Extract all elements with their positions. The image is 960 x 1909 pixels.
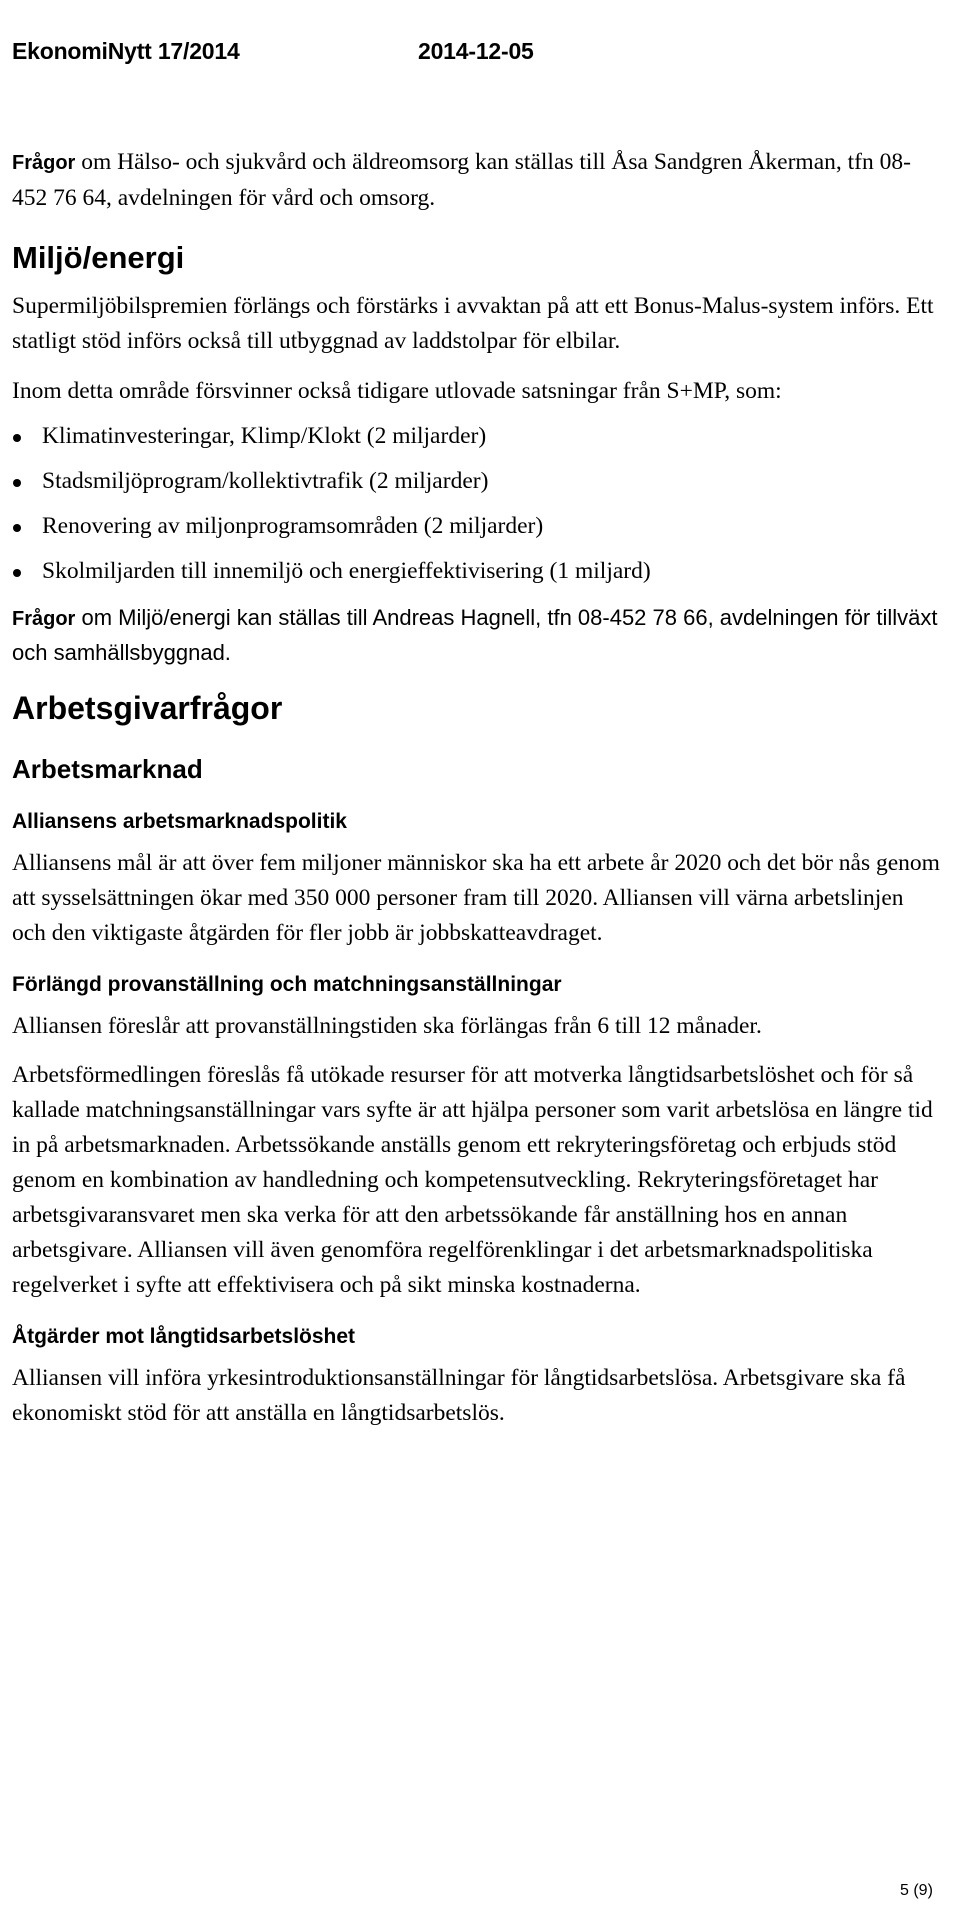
environment-paragraph-2: Inom detta område försvinner också tidigare utlovade satsningar från S+MP, som: — [12, 378, 782, 404]
health-contact-text: om Hälso- och sjukvård och äldreomsorg kan ställas till Åsa Sandgren Åkerman, tfn 08-452 76 64, avdelningen för vård och omsorg. — [12, 149, 911, 211]
employer-heading: Arbetsgivarfrågor — [12, 690, 283, 726]
list-item — [12, 509, 942, 544]
long-term-unemployment-paragraph: Alliansen vill införa yrkesintroduktionsanställningar för långtidsarbetslösa. Arbetsgivare ska få ekonomiskt stöd för att anställa en långtidsarbetslös. — [12, 1365, 906, 1426]
list-item — [12, 419, 942, 454]
health-contact-paragraph — [12, 145, 942, 216]
probation-paragraph-2: Arbetsförmedlingen föreslås få utökade resurser för att motverka långtidsarbetslöshet och för så kallade matchningsanställningar vars syfte är att hjälpa personer som varit arbetslösa en längre tid in på arbetsmarknaden. Arbetssökande anställs genom ett rekryteringsföretag och erbjuds stöd genom en kombination av handledning och kompetensutveckling. Rekryteringsföretaget har arbetsgivaransvaret men ska verka för att den arbetssökande får anställning hos en annan arbetsgivare. Alliansen vill även genomföra regelförenklingar i det arbetsmarknadspolitiska regelverket i syfte att effektivisera och på sikt minska kostnaderna. — [12, 1062, 933, 1298]
list-item-text: Klimatinvesteringar, Klimp/Klokt (2 miljarder) — [42, 423, 487, 449]
labour-market-heading: Arbetsmarknad — [12, 754, 203, 784]
list-item-text: Stadsmiljöprogram/kollektivtrafik (2 miljarder) — [42, 468, 489, 494]
policy-heading: Alliansens arbetsmarknadspolitik — [12, 810, 347, 833]
publication-date: 2014-12-05 — [418, 38, 534, 64]
list-item — [12, 554, 942, 589]
bullet-icon — [13, 434, 21, 442]
page-number: 5 (9) — [900, 1882, 933, 1899]
environment-contact-text: om Miljö/energi kan ställas till Andreas Hagnell, tfn 08-452 78 66, avdelningen för tillväxt och samhällsbyggnad. — [12, 605, 938, 665]
bullet-icon — [13, 569, 21, 577]
environment-heading: Miljö/energi — [12, 240, 185, 275]
probation-paragraph-1: Alliansen föreslår att provanställningstiden ska förlängas från 6 till 12 månader. — [12, 1013, 762, 1039]
long-term-unemployment-heading: Åtgärder mot långtidsarbetslöshet — [12, 1325, 356, 1348]
withdrawn-investments-list — [12, 419, 942, 589]
document-body — [12, 145, 942, 1431]
bullet-icon — [13, 479, 21, 487]
environment-contact-paragraph — [12, 601, 942, 670]
environment-contact-label: Frågor — [12, 608, 76, 630]
policy-paragraph: Alliansens mål är att över fem miljoner människor ska ha ett arbete år 2020 och det bör nås genom att sysselsättningen ökar med 350 000 personer fram till 2020. Alliansen vill värna arbetslinjen och den viktigaste åtgärden för fler jobb är jobbskatteavdraget. — [12, 850, 940, 946]
health-contact-label: Frågor — [12, 152, 76, 174]
publication-title: EkonomiNytt 17/2014 — [12, 38, 240, 64]
list-item-text: Skolmiljarden till innemiljö och energieffektivisering (1 miljard) — [42, 558, 651, 584]
environment-paragraph-1: Supermiljöbilspremien förlängs och förstärks i avvaktan på att ett Bonus-Malus-system införs. Ett statligt stöd införs också till utbyggnad av laddstolpar för elbilar. — [12, 293, 934, 354]
list-item — [12, 464, 942, 499]
list-item-text: Renovering av miljonprogramsområden (2 miljarder) — [42, 513, 544, 539]
probation-heading: Förlängd provanställning och matchningsanställningar — [12, 973, 562, 996]
bullet-icon — [13, 524, 21, 532]
page-header — [12, 38, 948, 68]
